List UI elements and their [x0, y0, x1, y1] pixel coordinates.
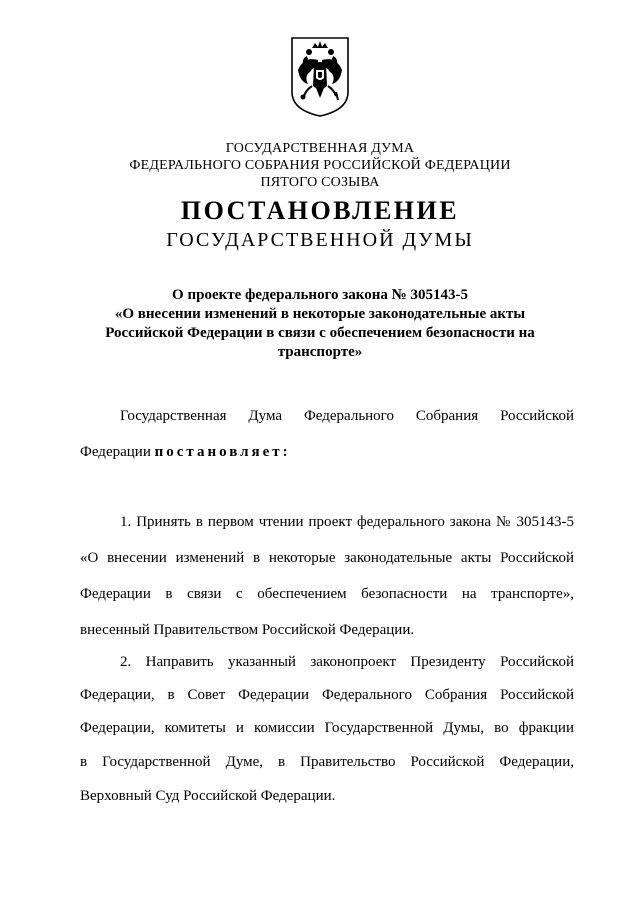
preamble-prefix: Федерации [80, 444, 155, 460]
document-type-title: ПОСТАНОВЛЕНИЕ [180, 196, 460, 225]
item-line: 2. Направить указанный законопроект Президенту Российской [120, 654, 574, 670]
subject-line: Российской Федерации в связи с обеспечением безопасности на [105, 325, 535, 341]
header-line-convocation: ПЯТОГО СОЗЫВА [260, 175, 380, 190]
item-line: «О внесении изменений в некоторые законодательные акты Российской [80, 550, 574, 566]
subject-line: «О внесении изменений в некоторые законодательные акты [114, 306, 526, 322]
subject-line: транспорте» [277, 344, 363, 360]
item-line: Федерации, комитеты и комиссии Государственной Думы, во фракции [80, 720, 574, 736]
item-line: 1. Принять в первом чтении проект федерального закона № 305143-5 [120, 514, 574, 530]
preamble-line: Государственная Дума Федерального Собрания Российской [120, 408, 574, 424]
item-line: внесенный Правительством Российской Федерации. [80, 622, 415, 638]
item-line: в Государственной Думе, в Правительство Российской Федерации, [80, 754, 574, 770]
document-subject [90, 286, 550, 362]
preamble-line [80, 442, 291, 462]
header-line-duma: ГОСУДАРСТВЕННАЯ ДУМА [225, 141, 415, 156]
coat-of-arms-icon [290, 36, 350, 118]
item-line: Федерации, в Совет Федерации Федерального Собрания Российской [80, 687, 574, 703]
item-line: Федерации в связи с обеспечением безопасности на транспорте», [80, 586, 574, 602]
item-line: Верховный Суд Российской Федерации. [80, 788, 336, 804]
header-line-assembly: ФЕДЕРАЛЬНОГО СОБРАНИЯ РОССИЙСКОЙ ФЕДЕРАЦИИ [129, 158, 511, 173]
resolves-keyword: постановляет: [154, 444, 291, 460]
document-issuer: ГОСУДАРСТВЕННОЙ ДУМЫ [166, 229, 474, 251]
subject-line: О проекте федерального закона № 305143-5 [172, 287, 468, 303]
issuing-body-header [0, 140, 640, 191]
